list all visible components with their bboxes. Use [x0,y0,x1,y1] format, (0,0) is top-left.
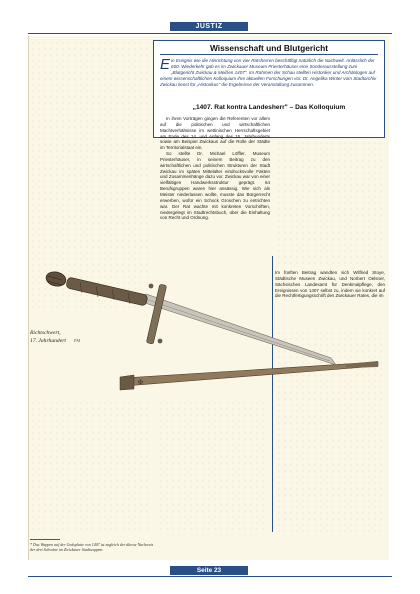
footnote: * Das Wappen auf der Gedsplatte von 1407 ist zugleich der älteste Nachweis der drei Schwäne im Zwickauer Stadtwappen. [30,542,154,552]
intro-text-body: in Ereignis wie die Hinrichtung von vier Ratsherren beschäftigt natürlich die Nachwelt. Anlässlich der 600. Wiederkehr gab es im Zwickauer Museum Priesterhäuser eine Sonderausstellung zum „Blutgericht Zwickau & Meißen 1407". Im Rahmen der Schau stellten Historiker und Archäologen auf einem wissenschaftlichen Kolloquium ihre aktuellen Forschungen vor. Dr. Angelika Winter vom Stadtarchiv Zwickau lieost für „Historikus" die Ergebnisse der Veranstaltung zusammen. [160,58,377,87]
svg-text:✠: ✠ [138,379,144,386]
paragraph: In ihren Vorträgen gingen die Referenten vor allem auf die politischen und wirtschaftlichen Machtverhältnisse im wettinischen Herrschaftsgebiet am Ende des 14. und Anfang des 15. Jahrhunderts sowie am Beispiel Zwickaus auf die Rolle der Städte im Territorialstaat ein. [160,116,270,151]
pommel [45,270,68,288]
page-number: Seite 23 [170,566,248,575]
crossguard [146,284,166,345]
caption-line: Richtschwert, [30,330,61,336]
paragraph: So stellte Dr. Michael Löffler, Museum Priesterhäuser, in seinem Beitrag zu den wirtschaftlichen und politischen Strukturen der Stadt Zwickau im späten Mittelalter eindrucksvolle Fakten und Zusammenhänge dazu vor. Zwickau war von einer vielfältigen Handwerksstruktur geprägt. 64 Berufsgruppen waren hier ansässig. Wie sich als Meister niederlassen wollte, musste das Bürgerrecht erwerben, wofür ein Schock Groschen zu entrichten war. Der Rat wachte mit konkreten Vorschriften, niedergelegt im Stadtrechtsbuch, über die Einhaltung von Recht und Ordnung. [160,151,270,221]
scabbard [120,361,378,390]
footer-rule [28,576,392,577]
hilt [66,277,148,306]
photo-credit: PM [73,338,81,343]
blade [142,294,336,365]
right-column-text: Im fünften Beitrag wandten sich Wilfried Stoye, Städtische Museen Zwickau, und Norbert Oelsner, Sächsisches Landesamt für Denkmalpflege, den Ereignissen von 1407 selbst zu, indem sie konkret auf die Rechtfertigungsschrift des Zwickauer Rates, die im [275,270,385,299]
section-header: JUSTIZ [170,22,248,31]
figure-caption [30,330,110,345]
drop-cap: E [160,56,171,73]
section-subhead: „1407. Rat kontra Landesherr" – Das Kolloquium [192,104,346,111]
caption-line: 17. Jahrhundert [30,338,66,344]
footnote-rule [30,539,60,540]
article-title: Wissenschaft und Blutgericht [209,43,329,53]
caption-line-2 [30,337,110,345]
